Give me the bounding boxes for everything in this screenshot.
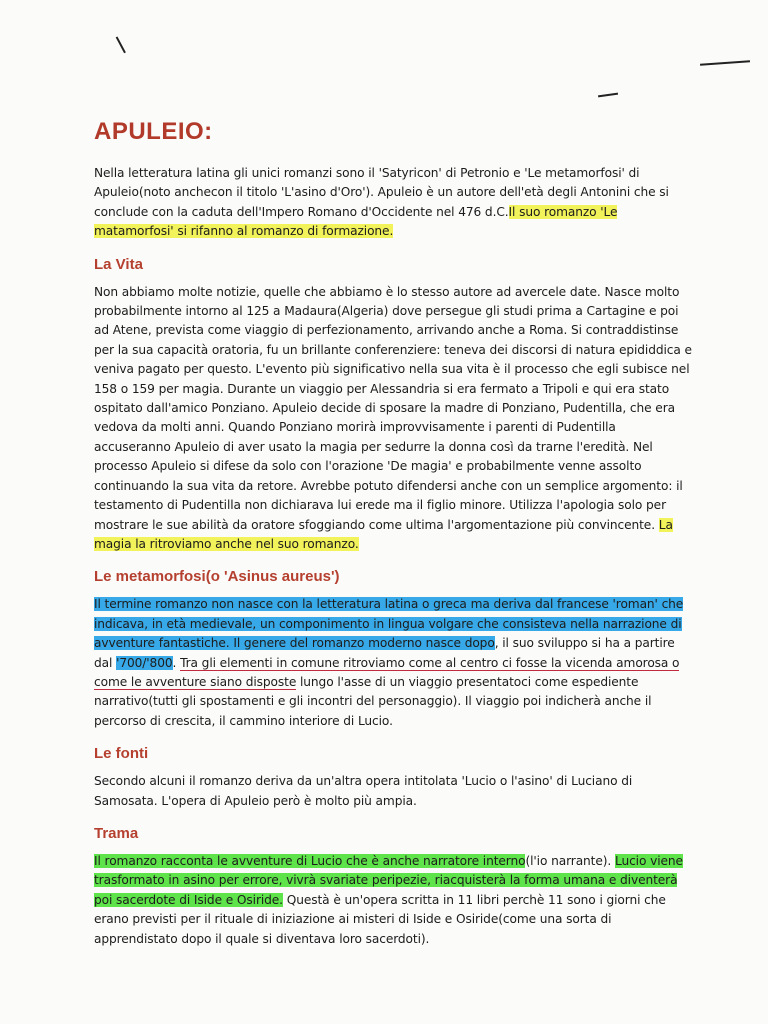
intro-highlight: Il suo romanzo 'Le matamorfosi' si rifanno al romanzo di formazione. bbox=[94, 204, 618, 239]
metamorfosi-underline: Tra gli elementi in comune ritroviamo come al centro ci fosse la vicenda amorosa o come le avventure siano disposte bbox=[94, 655, 680, 689]
trama-text-b: Questà è un'opera scritta in 11 libri perchè 11 sono i giorni che erano previsti per il rituale di iniziazione ai misteri di Iside e Osiride(come una sorta di apprendistato dopo il quale si diventava loro sacerdoti). bbox=[94, 892, 666, 946]
metamorfosi-paragraph bbox=[94, 595, 694, 731]
metamorfosi-text-a: , il suo sviluppo si ha a partire dal bbox=[94, 636, 675, 670]
trama-highlight-a: Il romanzo racconta le avventure di Lucio che è anche narratore interno bbox=[94, 853, 526, 868]
trama-heading: Trama bbox=[94, 824, 139, 842]
fonti-heading: Le fonti bbox=[94, 745, 149, 763]
trama-text-a: (l'io narrante). bbox=[525, 853, 615, 868]
vita-paragraph bbox=[94, 283, 694, 555]
metamorfosi-text-c: lungo l'asse di un viaggio presentatoci come espediente narrativo(tutti gli spostamenti e gli incontri del personaggio). Il viaggio poi indicherà anche il percorso di crescita, il cammino interiore di Lucio. bbox=[94, 674, 652, 728]
vita-highlight: La magia la ritroviamo anche nel suo romanzo. bbox=[94, 517, 673, 551]
vita-heading: La Vita bbox=[94, 255, 143, 273]
page-title: APULEIO: bbox=[94, 118, 213, 145]
metamorfosi-highlight: Il termine romanzo non nasce con la letteratura latina o greca ma deriva dal francese 'roman' che indicava, in età medievale, un componimento in lingua volgare che consisteva nella narrazione di avventure fantastiche. Il genere del romanzo moderno nasce dopo bbox=[94, 597, 684, 651]
vita-text: Non abbiamo molte notizie, quelle che abbiamo è lo stesso autore ad avercele date. Nasce molto probabilmente intorno al 125 a Madaura(Algeria) dove persegue gli studi prima a Cartagine e poi ad Atene, prevista come viaggio di perfezionamento, arrivando anche a Roma. Si contraddistinse per la sua capacità oratoria, fu un brillante conferenziere: teneva dei discorsi di natura epididdica e veniva pagato per questo. L'evento più significativo nella sua vita è il processo che egli subisce nel 158 o 159 per magia. Durante un viaggio per Alessandria si era fermato a Tripoli e qui era stato ospitato dall'amico Ponziano. Apuleio decide di sposare la madre di Ponziano, Pudentilla, che era vedova da molti anni. Quando Ponziano morirà improvvisamente i parenti di Pudentilla accuseranno Apuleio di aver usato la magia per sedurre la donna così da trarne l'eredità. Nel processo Apuleio si difese da solo con l'orazione 'De magia' e probabilmente venne assolto continuando la sua vita da retore. Avrebbe potuto difendersi anche con un semplice argomento: il testamento di Pudentilla non dichiarava lui erede ma il figlio minore. Utilizza l'apologia solo per mostrare le sue abilità da oratore sfoggiando come ultima l'argomentazione più convincente. bbox=[94, 284, 692, 532]
fonti-paragraph: Secondo alcuni il romanzo deriva da un'altra opera intitolata 'Lucio o l'asino' di Luciano di Samosata. L'opera di Apuleio però è molto più ampia. bbox=[94, 774, 633, 808]
document-page bbox=[94, 118, 694, 949]
intro-paragraph bbox=[94, 164, 694, 242]
metamorfosi-dates: '700/'800 bbox=[116, 655, 173, 670]
metamorfosi-heading: Le metamorfosi(o 'Asinus aureus') bbox=[94, 568, 340, 586]
intro-text: Nella letteratura latina gli unici romanzi sono il 'Satyricon' di Petronio e 'Le metamorfosi' di Apuleio(noto anchecon il titolo 'L'asino d'Oro'). Apuleio è un autore dell'età degli Antonini che si conclude con la caduta dell'Impero Romano d'Occidente nel 476 d.C. bbox=[94, 166, 669, 219]
pen-mark bbox=[598, 93, 618, 97]
pen-mark bbox=[116, 36, 126, 53]
metamorfosi-text-b: . bbox=[172, 655, 181, 670]
trama-paragraph bbox=[94, 852, 694, 949]
pen-mark bbox=[700, 60, 750, 65]
trama-highlight-b: Lucio viene trasformato in asino per errore, vivrà svariate peripezie, riacquisterà la forma umana e diventerà poi sacerdote di Iside e Osiride. bbox=[94, 853, 683, 907]
